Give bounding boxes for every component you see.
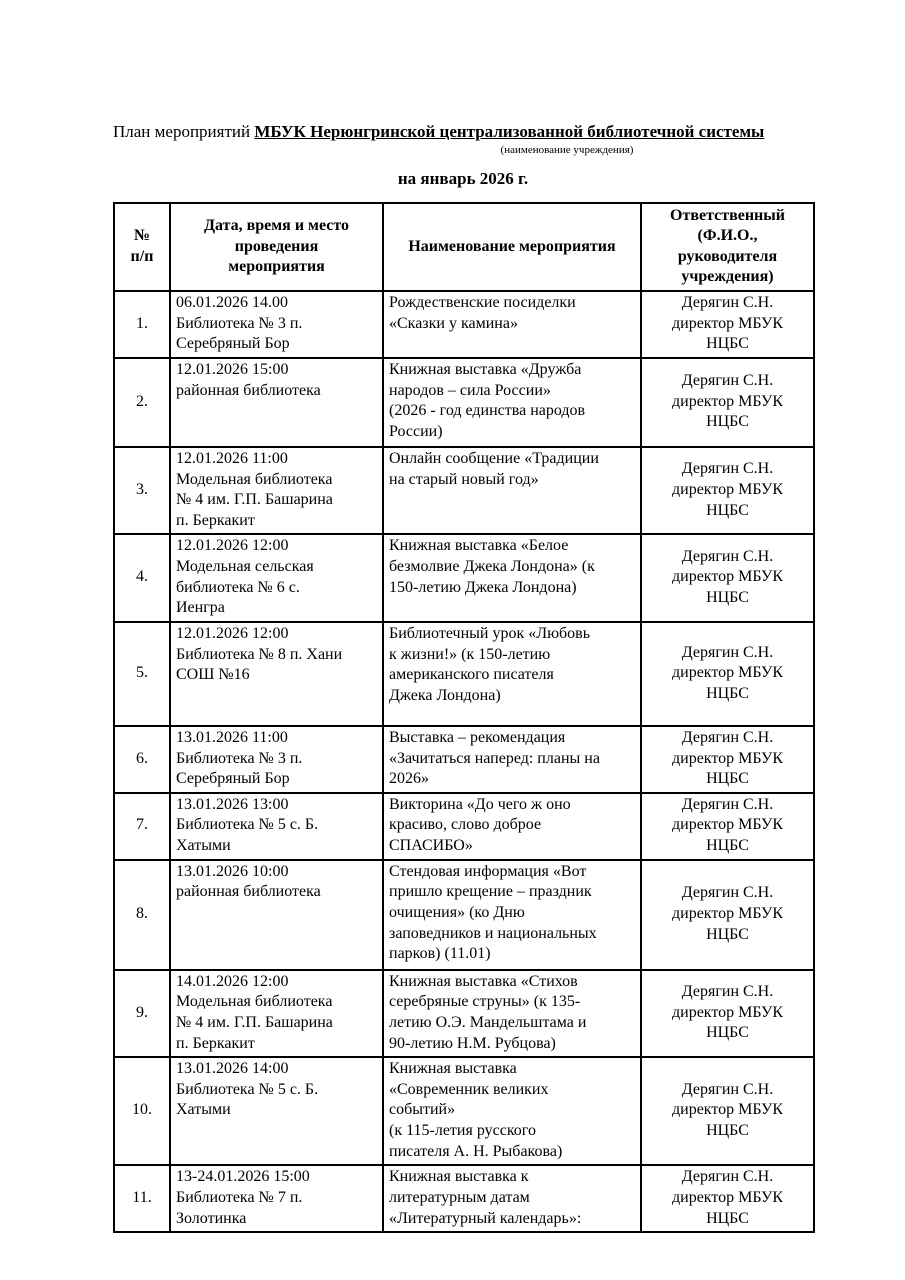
- row-responsible: Дерягин С.Н. директор МБУК НЦБС: [641, 970, 814, 1058]
- row-responsible: Дерягин С.Н. директор МБУК НЦБС: [641, 726, 814, 793]
- table-row: [114, 793, 814, 860]
- document-title: [113, 122, 813, 142]
- row-number: 5.: [114, 622, 170, 726]
- row-event-name: Онлайн сообщение «Традиции на старый новый год»: [383, 447, 641, 535]
- row-number: 3.: [114, 447, 170, 535]
- row-date-place: 13-24.01.2026 15:00 Библиотека № 7 п. Золотинка: [170, 1165, 383, 1232]
- table-header-row: [114, 203, 814, 292]
- row-event-name: Книжная выставка «Белое безмолвие Джека Лондона» (к 150-летию Джека Лондона): [383, 534, 641, 622]
- row-date-place: 13.01.2026 14:00 Библиотека № 5 с. Б. Хатыми: [170, 1057, 383, 1165]
- row-number: 4.: [114, 534, 170, 622]
- row-number: 10.: [114, 1057, 170, 1165]
- table-row: [114, 291, 814, 358]
- row-date-place: 12.01.2026 12:00 Библиотека № 8 п. Хани СОШ №16: [170, 622, 383, 726]
- row-number: 7.: [114, 793, 170, 860]
- row-event-name: Библиотечный урок «Любовь к жизни!» (к 150-летию американского писателя Джека Лондона): [383, 622, 641, 726]
- table-row: [114, 622, 814, 726]
- row-responsible: Дерягин С.Н. директор МБУК НЦБС: [641, 447, 814, 535]
- title-note: (наименование учреждения): [500, 144, 634, 157]
- row-date-place: 13.01.2026 11:00 Библиотека № 3 п. Серебряный Бор: [170, 726, 383, 793]
- organization-name: МБУК Нерюнгринской централизованной библиотечной системы: [254, 122, 765, 141]
- row-event-name: Рождественские посиделки «Сказки у камина»: [383, 291, 641, 358]
- header-responsible: Ответственный (Ф.И.О., руководителя учреждения): [641, 203, 814, 292]
- table-row: [114, 447, 814, 535]
- row-responsible: Дерягин С.Н. директор МБУК НЦБС: [641, 1165, 814, 1232]
- row-event-name: Книжная выставка «Современник великих событий» (к 115-летия русского писателя А. Н. Рыбакова): [383, 1057, 641, 1165]
- table-row: [114, 358, 814, 447]
- table-header: [114, 203, 814, 292]
- title-prefix: План мероприятий: [113, 122, 251, 141]
- row-number: 6.: [114, 726, 170, 793]
- row-event-name: Выставка – рекомендация «Зачитаться наперед: планы на 2026»: [383, 726, 641, 793]
- row-event-name: Книжная выставка «Стихов серебряные струны» (к 135- летию О.Э. Мандельштама и 90-летию Н.М. Рубцова): [383, 970, 641, 1058]
- row-event-name: Стендовая информация «Вот пришло крещение – праздник очищения» (ко Дню заповедников и национальных парков) (11.01): [383, 860, 641, 970]
- row-number: 11.: [114, 1165, 170, 1232]
- row-date-place: 14.01.2026 12:00 Модельная библиотека № 4 им. Г.П. Башарина п. Беркакит: [170, 970, 383, 1058]
- period-heading: на январь 2026 г.: [397, 168, 529, 188]
- row-date-place: 12.01.2026 12:00 Модельная сельская библиотека № 6 с. Иенгра: [170, 534, 383, 622]
- table-row: [114, 1057, 814, 1165]
- row-date-place: 12.01.2026 11:00 Модельная библиотека № 4 им. Г.П. Башарина п. Беркакит: [170, 447, 383, 535]
- row-number: 2.: [114, 358, 170, 447]
- row-responsible: Дерягин С.Н. директор МБУК НЦБС: [641, 534, 814, 622]
- row-responsible: Дерягин С.Н. директор МБУК НЦБС: [641, 358, 814, 447]
- events-table: [113, 202, 815, 1234]
- table-row: [114, 1165, 814, 1232]
- row-responsible: Дерягин С.Н. директор МБУК НЦБС: [641, 291, 814, 358]
- table-row: [114, 726, 814, 793]
- row-responsible: Дерягин С.Н. директор МБУК НЦБС: [641, 1057, 814, 1165]
- row-responsible: Дерягин С.Н. директор МБУК НЦБС: [641, 793, 814, 860]
- row-event-name: Книжная выставка к литературным датам «Литературный календарь»:: [383, 1165, 641, 1232]
- row-date-place: 12.01.2026 15:00 районная библиотека: [170, 358, 383, 447]
- table-row: [114, 970, 814, 1058]
- row-event-name: Викторина «До чего ж оно красиво, слово доброе СПАСИБО»: [383, 793, 641, 860]
- row-number: 1.: [114, 291, 170, 358]
- row-event-name: Книжная выставка «Дружба народов – сила России» (2026 - год единства народов России): [383, 358, 641, 447]
- header-number: № п/п: [114, 203, 170, 292]
- table-row: [114, 534, 814, 622]
- header-event-name: Наименование мероприятия: [383, 203, 641, 292]
- row-number: 9.: [114, 970, 170, 1058]
- header-date-place: Дата, время и место проведения мероприятия: [170, 203, 383, 292]
- row-date-place: 06.01.2026 14.00 Библиотека № 3 п. Серебряный Бор: [170, 291, 383, 358]
- table-body: [114, 291, 814, 1232]
- row-number: 8.: [114, 860, 170, 970]
- row-responsible: Дерягин С.Н. директор МБУК НЦБС: [641, 860, 814, 970]
- row-responsible: Дерягин С.Н. директор МБУК НЦБС: [641, 622, 814, 726]
- table-row: [114, 860, 814, 970]
- row-date-place: 13.01.2026 10:00 районная библиотека: [170, 860, 383, 970]
- row-date-place: 13.01.2026 13:00 Библиотека № 5 с. Б. Хатыми: [170, 793, 383, 860]
